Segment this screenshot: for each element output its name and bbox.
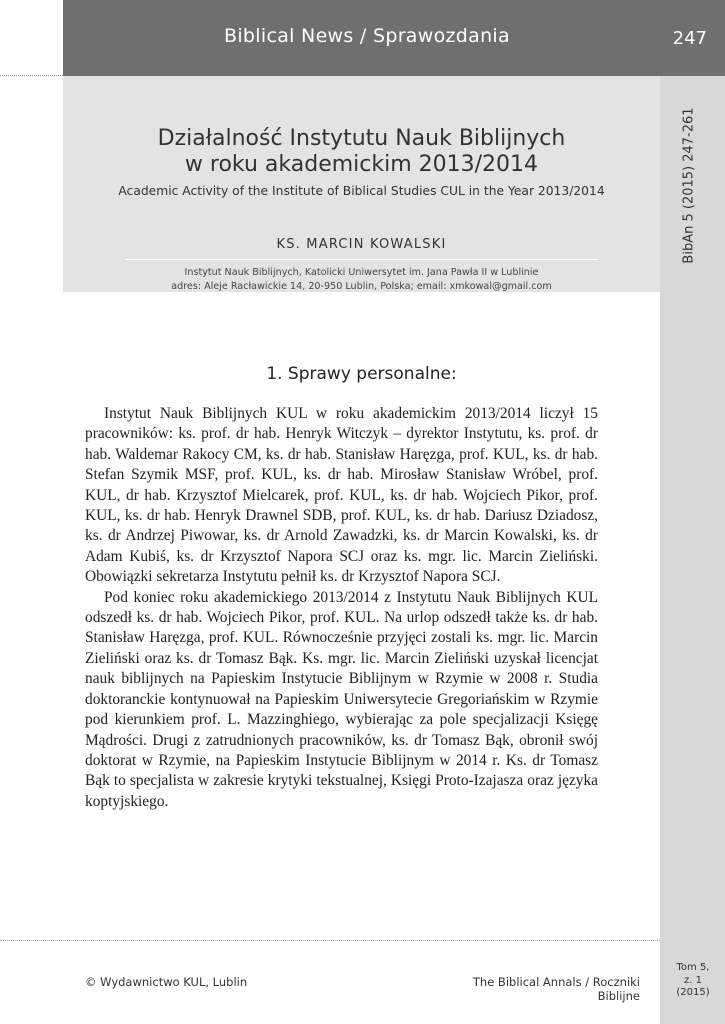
- header-divider: [0, 75, 63, 76]
- affiliation-line2: adres: Aleje Racławickie 14, 20-950 Lublin, Polska; email: xmkowal@gmail.com: [171, 281, 552, 292]
- article-title: [63, 126, 660, 178]
- article-title-line1: Działalność Instytutu Nauk Biblijnych: [157, 126, 566, 151]
- publisher-credit: © Wydawnictwo KUL, Lublin: [85, 975, 248, 989]
- paragraph: Pod koniec roku akademickiego 2013/2014 z Instytutu Nauk Biblijnych KUL odszedł ks. dr hab. Wojciech Pikor, prof. KUL. Na urlop odszedł także ks. dr hab. Stanisław Haręzga, prof. KUL. Równocześnie przyjęci zostali ks. mgr. lic. Marcin Zieliński oraz ks. dr Tomasz Bąk. Ks. mgr. lic. Marcin Zieliński uzyskał licencjat nauk biblijnych na Papieskim Instytucie Biblijnym w Rzymie w 2008 r. Studia doktoranckie kontynuował na Papieskim Uniwersytecie Gregoriańskim w Rzymie pod kierunkiem prof. L. Mazzinghiego, wybierając za pole specjalizacji Księgę Mądrości. Drugi z zatrudnionych pracowników, ks. dr Tomasz Bąk, obronił swój doktorat w Rzymie, na Papieskim Instytucie Biblijnym w 2014 r. Ks. dr Tomasz Bąk to specjalista w zakresie krytyki tekstualnej, Księgi Proto-Izajasza oraz języka koptyjskiego.: [85, 588, 598, 810]
- volume-line1: Tom 5,: [676, 962, 710, 973]
- author-divider: [125, 259, 598, 260]
- volume-line3: (2015): [676, 987, 710, 998]
- article-body: [85, 404, 598, 812]
- journal-reference-text: BibAn 5 (2015) 247-261: [681, 106, 697, 264]
- volume-line2: z. 1: [684, 974, 702, 986]
- author-affiliation: [63, 266, 660, 294]
- article-subtitle: Academic Activity of the Institute of Biblical Studies CUL in the Year 2013/2014: [118, 184, 605, 198]
- section-heading: 1. Sprawy personalne:: [266, 364, 457, 384]
- journal-reference: [661, 106, 717, 264]
- footer-divider: [0, 940, 660, 941]
- affiliation-line1: Instytut Nauk Biblijnych, Katolicki Uniwersytet im. Jana Pawła II w Lublinie: [184, 267, 539, 278]
- journal-name: The Biblical Annals / Roczniki Biblijne: [472, 975, 640, 1003]
- page-number: 247: [672, 28, 707, 49]
- author-name: KS. MARCIN KOWALSKI: [276, 237, 447, 252]
- volume-info: [663, 962, 723, 1000]
- section-title: Biblical News / Sprawozdania: [224, 25, 510, 47]
- paragraph: Instytut Nauk Biblijnych KUL w roku akademickim 2013/2014 liczył 15 pracowników: ks. prof. dr hab. Henryk Witczyk – dyrektor Instytutu, ks. prof. dr hab. Waldemar Rakocy CM, ks. dr hab. Stanisław Haręzga, prof. KUL, ks. dr hab. Stefan Szymik MSF, prof. KUL, ks. dr hab. Mirosław Stanisław Wróbel, prof. KUL, dr hab. Krzysztof Mielcarek, prof. KUL, ks. dr hab. Wojciech Pikor, prof. KUL, ks. dr hab. Henryk Drawnel SDB, prof. KUL, ks. dr hab. Dariusz Dziadosz, ks. dr Andrzej Piwowar, ks. dr Arnold Zawadzki, ks. dr Marcin Kowalski, ks. dr Adam Kubiś, ks. dr Krzysztof Napora SCJ oraz ks. mgr. lic. Marcin Zieliński. Obowiązki sekretarza Instytutu pełnił ks. dr Krzysztof Napora SCJ.: [85, 405, 598, 586]
- article-title-line2: w roku akademickim 2013/2014: [184, 152, 539, 177]
- running-header-bar: [63, 0, 725, 76]
